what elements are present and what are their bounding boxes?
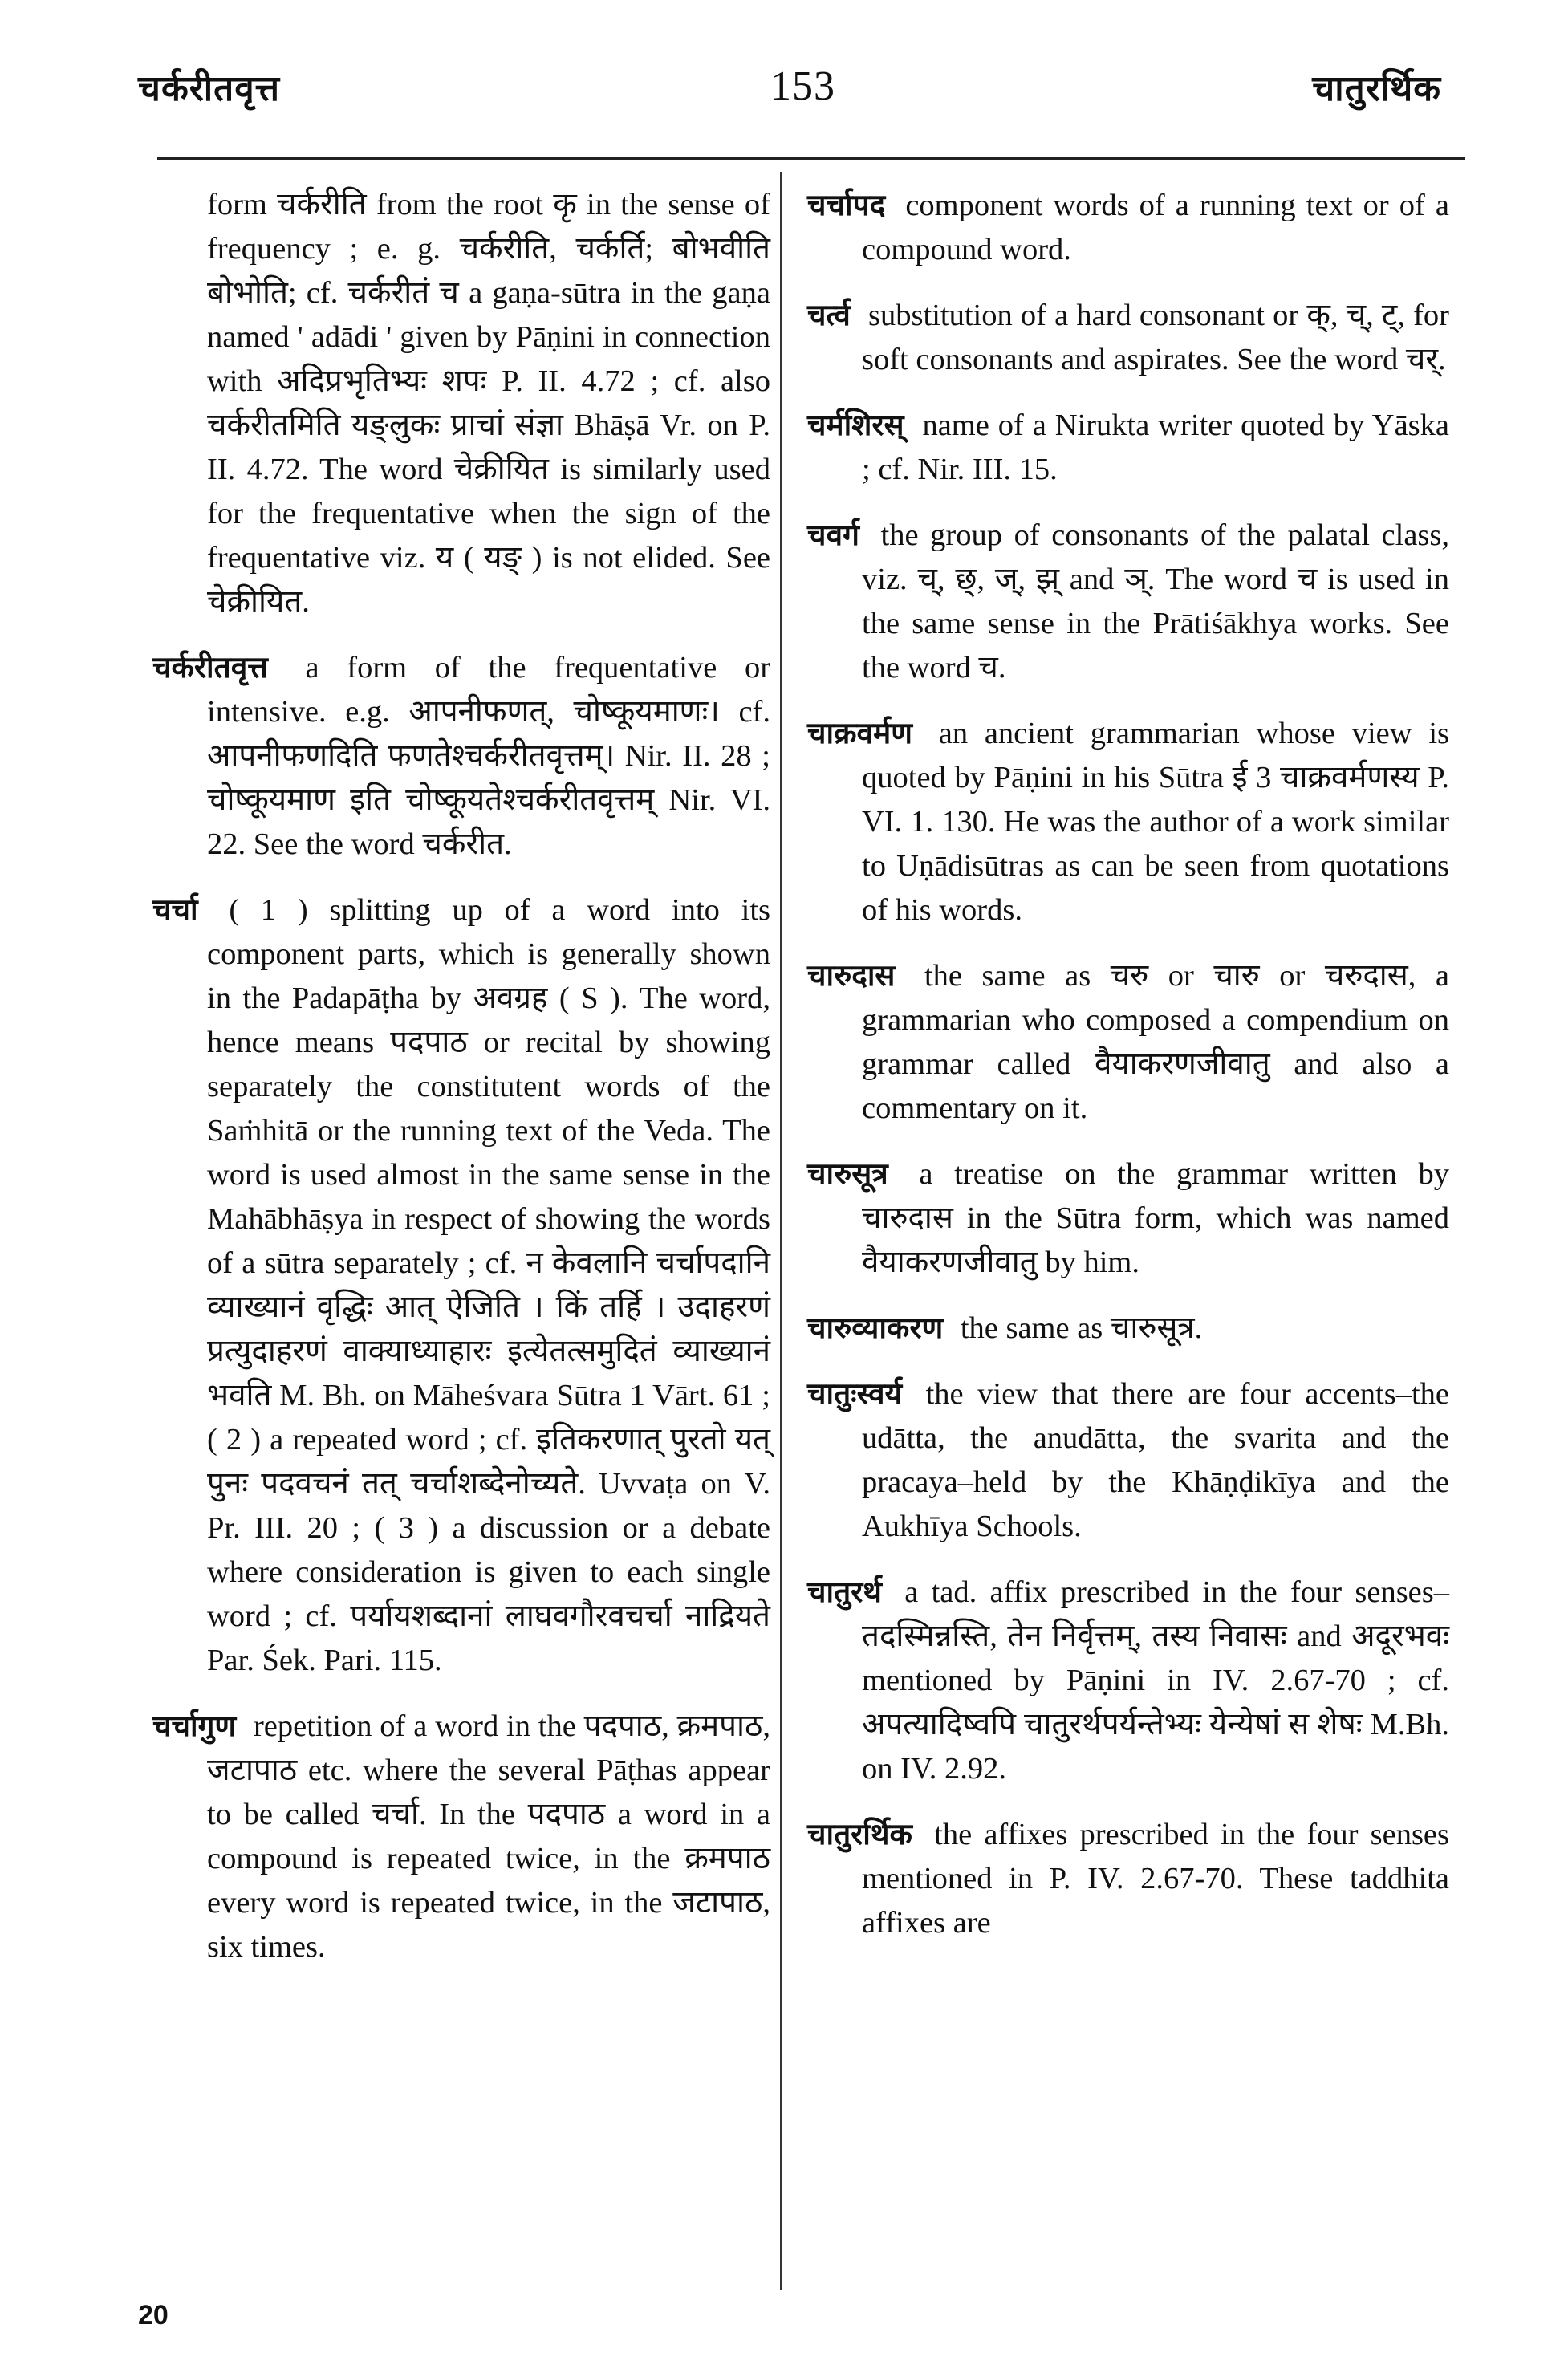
entry-headword: चर्करीतवृत्त bbox=[152, 650, 268, 685]
dictionary-entry bbox=[152, 1704, 770, 1969]
entry-definition: the group of consonants of the palatal class, viz. च्, छ्, ज्, झ् and ञ्. The word च is used in the same sense in the Prātiśākhya works. See the word च. bbox=[862, 518, 1450, 685]
dictionary-entry bbox=[807, 183, 1449, 272]
entry-headword: चर्चा bbox=[152, 892, 198, 927]
entry-headword: चातुरर्थ bbox=[807, 1575, 882, 1609]
dictionary-entry bbox=[807, 953, 1449, 1131]
entry-definition: a treatise on the grammar written by चारुदास in the Sūtra form, which was named वैयाकरणजीवातु by him. bbox=[862, 1157, 1450, 1279]
dictionary-entry bbox=[807, 1152, 1449, 1285]
entry-headword: चर्त्व bbox=[807, 298, 851, 332]
dictionary-entry bbox=[807, 293, 1449, 382]
left-column bbox=[152, 183, 770, 1990]
dictionary-entry bbox=[807, 1570, 1449, 1791]
entry-headword: चर्चागुण bbox=[152, 1709, 237, 1743]
running-head-left: चर्करीतवृत्त bbox=[138, 68, 281, 109]
dictionary-entry bbox=[807, 403, 1449, 492]
entry-headword: चर्मशिरस् bbox=[807, 408, 904, 442]
dictionary-entry bbox=[807, 1371, 1449, 1549]
entry-headword: चाक्रवर्मण bbox=[807, 716, 912, 750]
dictionary-entry bbox=[152, 888, 770, 1683]
right-column bbox=[807, 183, 1449, 1966]
entry-headword: चवर्ग bbox=[807, 518, 859, 552]
entry-headword: चर्चापद bbox=[807, 188, 886, 222]
header-rule bbox=[157, 157, 1465, 160]
column-divider bbox=[780, 172, 782, 2290]
entry-headword: चारुदास bbox=[807, 958, 896, 993]
running-head-right: चातुरर्थिक bbox=[1312, 68, 1441, 109]
entry-definition: the view that there are four accents–the udātta, the anudātta, the svarita and the pracaya–held by the Khāṇḍikīya and the Aukhīya Schools. bbox=[862, 1377, 1449, 1543]
entry-headword: चातुःस्वर्य bbox=[807, 1376, 903, 1411]
signature-folio: 20 bbox=[138, 2300, 169, 2330]
entry-headword: चातुरर्थिक bbox=[807, 1817, 912, 1851]
dictionary-entry bbox=[152, 645, 770, 867]
dictionary-entry bbox=[807, 711, 1449, 933]
entry-headword: चारुव्याकरण bbox=[807, 1310, 944, 1345]
entry-headword: चारुसूत्र bbox=[807, 1156, 888, 1191]
entry-definition: ( 1 ) splitting up of a word into its component parts, which is generally shown in the Padapāṭha by अवग्रह ( S ). The word, hence means पदपाठ or recital by showing separately the constitutent words of the Saṁhitā or the running text of the Veda. The word is used almost in the same sense in the Mahābhāṣya in respect of showing the words of a sūtra separately ; cf. न केवलानि चर्चापदानि व्याख्यानं वृद्धिः आत् ऐजिति । किं तर्हि । उदाहरणं प्रत्युदाहरणं वाक्याध्याहारः इत्येतत्समुदितं व्याख्यानं भवति M. Bh. on Māheśvara Sūtra 1 Vārt. 61 ; ( 2 ) a repeated word ; cf. इतिकरणात् पुरतो यत् पुनः पदवचनं तत् चर्चाशब्देनोच्यते. Uvvaṭa on V. Pr. III. 20 ; ( 3 ) a discussion or a debate where consideration is given to each single word ; cf. पर्यायशब्दानां लाघवगौरवचर्चा नाद्रियते Par. Śek. Pari. 115. bbox=[207, 893, 770, 1677]
entry-definition: a form of the frequentative or intensive. e.g. आपनीफणत्, चोष्कूयमाणः। cf. आपनीफणदिति फणतेश्चर्करीतवृत्तम्। Nir. II. 28 ; चोष्कूयमाण इति चोष्कूयतेश्चर्करीतवृत्तम् Nir. VI. 22. See the word चर्करीत. bbox=[207, 651, 771, 861]
page-number: 153 bbox=[770, 63, 835, 109]
entry-definition: substitution of a hard consonant or क्, च्, ट्, for soft consonants and aspirates. See the word चर्. bbox=[862, 299, 1449, 376]
entry-definition: the same as चारुसूत्र. bbox=[960, 1311, 1203, 1345]
entry-definition: repetition of a word in the पदपाठ, क्रमपाठ, जटापाठ etc. where the several Pāṭhas appear to be called चर्चा. In the पदपाठ a word in a compound is repeated twice, in the क्रमपाठ every word is repeated twice, in the जटापाठ, six times. bbox=[207, 1709, 770, 1964]
entry-definition: a tad. affix prescribed in the four senses–तदस्मिन्नस्ति, तेन निर्वृत्तम्, तस्य निवासः and अदूरभवः mentioned by Pāṇini in IV. 2.67-70 ; cf. अपत्यादिष्वपि चातुरर्थपर्यन्तेभ्यः येन्येषां स शेषः M.Bh. on IV. 2.92. bbox=[862, 1575, 1450, 1786]
entry-definition: the same as चरु or चारु or चरुदास, a grammarian who composed a compendium on grammar called वैयाकरणजीवातु and also a commentary on it. bbox=[862, 959, 1450, 1125]
entry-definition: name of a Nirukta writer quoted by Yāska ; cf. Nir. III. 15. bbox=[862, 408, 1449, 486]
entry-definition: the affixes prescribed in the four senses mentioned in P. IV. 2.67-70. These taddhita affixes are bbox=[862, 1818, 1450, 1940]
entry-definition: an ancient grammarian whose view is quoted by Pāṇini in his Sūtra ई 3 चाक्रवर्मणस्य P. VI. 1. 130. He was the author of a work similar to Uṇādisūtras as can be seen from quotations of his words. bbox=[862, 717, 1449, 927]
dictionary-entry bbox=[807, 1812, 1449, 1945]
dictionary-entry bbox=[807, 1306, 1449, 1351]
dictionary-entry bbox=[807, 513, 1449, 690]
entry-continuation: form चर्करीति from the root कृ in the sense of frequency ; e. g. चर्करीति, चर्कर्ति; बोभवीति बोभोति; cf. चर्करीतं च a gaṇa-sūtra in the gaṇa named ' adādi ' given by Pāṇini in connection with अदिप्रभृतिभ्यः शपः P. II. 4.72 ; cf. also चर्करीतमिति यङ्लुकः प्राचां संज्ञा Bhāṣā Vr. on P. II. 4.72. The word चेक्रीयित is similarly used for the frequentative when the sign of the frequentative viz. य ( यङ् ) is not elided. See चेक्रीयित. bbox=[207, 188, 770, 619]
entry-definition: component words of a running text or of a compound word. bbox=[862, 189, 1449, 266]
